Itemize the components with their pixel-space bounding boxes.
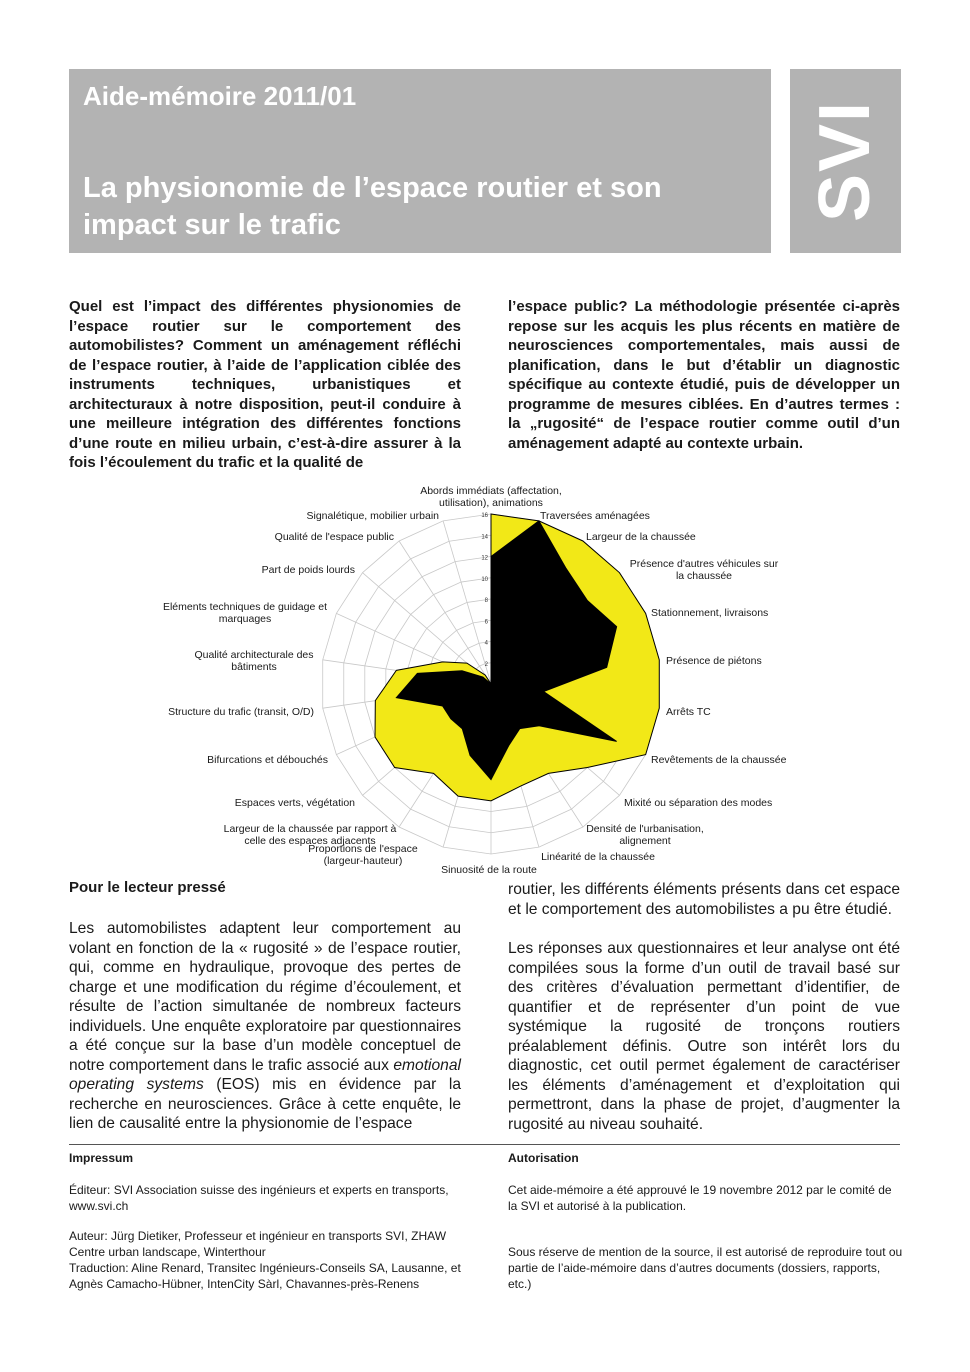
radar-axis-label: Part de poids lourds xyxy=(261,564,355,576)
radar-tick-label: 6 xyxy=(484,619,488,626)
radar-axis-label: Qualité de l'espace public xyxy=(274,531,394,543)
radar-tick-label: 4 xyxy=(484,640,488,647)
radar-axis-label: Présence d'autres véhicules sur la chaussée xyxy=(629,558,779,582)
radar-axis-label: Largeur de la chaussée par rapport à celle des espaces adjacents xyxy=(223,823,397,847)
radar-tick-label: 16 xyxy=(481,513,488,519)
document-label: Aide-mémoire 2011/01 xyxy=(83,81,357,111)
radar-axis-label: Eléments techniques de guidage et marquages xyxy=(162,601,328,625)
radar-axis-label: Qualité architecturale des bâtiments xyxy=(194,649,314,673)
svi-logo-box xyxy=(790,69,901,253)
radar-axis-label: Espaces verts, végétation xyxy=(234,797,355,809)
radar-axis-label: Revêtements de la chaussée xyxy=(651,754,787,766)
impressum-heading: Impressum xyxy=(69,1151,134,1165)
radar-tick-label: 2 xyxy=(484,661,488,668)
radar-axis-label: Proportions de l'espace (largeur-hauteur) xyxy=(308,843,418,867)
radar-axis-label: Densité de l'urbanisation, alignement xyxy=(586,823,704,847)
radar-axis-label: Abords immédiats (affectation, utilisation), animations xyxy=(420,485,562,509)
reader-paragraph-1-emphasis: emotional operating systems xyxy=(69,1056,461,1093)
intro-column-1: Quel est l’impact des différentes physionomies de l’espace routier sur le comportement des automobilistes? Comment un aménagement réfléchi de l’espace routier, à l’aide de l’application ciblée des instruments techniques, urbanistiques et architecturaux à notre disposition, peut-il conduire à une meilleure intégration des différentes fonctions d’une route en milieu urbain, c’est-à-dire assurer à la fois l’écoulement du trafic et la qualité de xyxy=(69,298,461,471)
reader-paragraph-2: routier, les différents éléments présents dans cet espace et le comportement des automobilistes a pu être étudié. xyxy=(508,881,900,918)
reader-paragraph-1-part-a: Les automobilistes adaptent leur comportement au volant en fonction de la « rugosité » de l’espace routier, qui, comme en hydraulique, provoque des pertes de charge et une modification du régime d’écoulement, et résulte de l’action simultanée de nombreux facteurs individuels. Une enquête exploratoire par questionnaires a été conçue sur la base d’un modèle conceptuel de notre comportement dans le trafic associé aux xyxy=(69,920,461,1074)
radar-axis-label: Linéarité de la chaussée xyxy=(541,851,655,863)
radar-axis-label: Traversées aménagées xyxy=(540,510,650,522)
radar-tick-label: 14 xyxy=(481,534,488,541)
title-banner xyxy=(69,69,771,253)
impressum-traduction: Traduction: Aline Renard, Transitec Ingénieurs-Conseils SA, Lausanne, et Agnès Camacho-Hübner, IntenCity Sàrl, Chavannes-près-Renens xyxy=(69,1261,461,1291)
radar-axis-label: Bifurcations et débouchés xyxy=(207,754,328,766)
radar-axis-label: Présence de piétons xyxy=(666,655,762,667)
reader-paragraph-1 xyxy=(69,919,461,1134)
radar-tick-label: 10 xyxy=(481,576,488,583)
radar-axis-label: Signalétique, mobilier urbain xyxy=(306,510,439,522)
reader-paragraph-1-part-b: (EOS) mis en évidence par la recherche en neurosciences. Grâce à cette enquête, le lien de causalité entre la physionomie de l’espace xyxy=(69,1076,461,1132)
radar-tick-label: 12 xyxy=(481,555,488,562)
radar-axis-label: Structure du trafic (transit, O/D) xyxy=(168,706,314,718)
footer-divider xyxy=(69,1144,900,1145)
radar-axis-label: Largeur de la chaussée xyxy=(586,531,696,543)
radar-axis-label: Stationnement, livraisons xyxy=(651,607,769,619)
impressum-editeur: Éditeur: SVI Association suisse des ingénieurs et experts en transports, www.svi.ch xyxy=(69,1183,449,1213)
autorisation-text: Cet aide-mémoire a été approuvé le 19 novembre 2012 par le comité de la SVI et autorisé à la publication. xyxy=(508,1183,892,1213)
impressum-auteur: Auteur: Jürg Dietiker, Professeur et ingénieur en transports SVI, ZHAW Centre urban landscape, Winterthour xyxy=(69,1229,447,1259)
reserve-text: Sous réserve de mention de la source, il est autorisé de reproduire tout ou partie de l’aide-mémoire dans d’autres documents (dossiers, rapports, etc.) xyxy=(508,1245,903,1291)
intro-column-2: l’espace public? La méthodologie présentée ci-après repose sur les acquis les plus récents en matière de neurosciences comportementales, mais aussi de planification, dans le but d’établir un diagnostic spécifique au contexte étudié, puis de développer un programme de mesures ciblées. En d’autres termes : la „rugosité“ de l’espace routier comme outil d’un aménagement adapté au contexte urbain. xyxy=(508,298,900,452)
reader-paragraph-3: Les réponses aux questionnaires et leur analyse ont été compilées sous la forme d’un outil de travail basé sur des critères d’évaluation permettant d’identifier, de quantifier et de représenter d’un point de vue systémique la rugosité de tronçons routiers préalablement définis. Outre son intérêt lors du diagnostic, cet outil permet également de caractériser les éléments d’aménagement et d’exploitation qui permettront, dans la phase de projet, d’augmenter la rugosité au niveau souhaité. xyxy=(508,940,900,1133)
page-title: La physionomie de l’espace routier et son impact sur le trafic xyxy=(83,172,662,241)
radar-chart xyxy=(0,470,970,880)
svi-logo: SVI xyxy=(805,99,885,223)
radar-axis-label: Arrêts TC xyxy=(666,706,711,718)
radar-axis-label: Mixité ou séparation des modes xyxy=(624,797,773,809)
radar-axis-label: Sinuosité de la route xyxy=(441,864,537,876)
autorisation-heading: Autorisation xyxy=(508,1151,579,1165)
radar-tick-label: 8 xyxy=(484,598,488,604)
reader-heading: Pour le lecteur pressé xyxy=(69,879,226,896)
